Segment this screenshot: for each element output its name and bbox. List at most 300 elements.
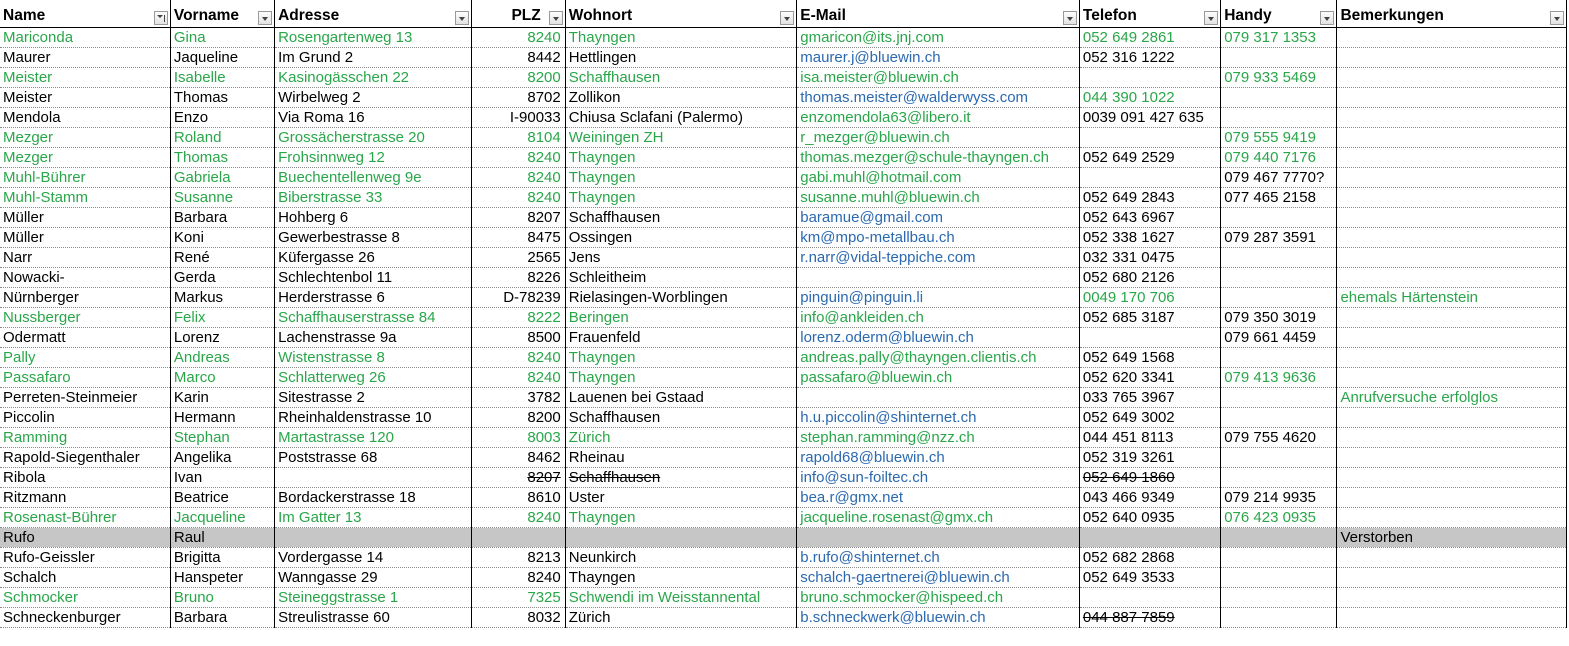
cell-vorname[interactable]: Stephan <box>170 428 274 448</box>
cell-plz[interactable]: 8462 <box>471 448 565 468</box>
cell-bemerkungen[interactable] <box>1337 248 1567 268</box>
cell-email[interactable]: gabi.muhl@hotmail.com <box>797 168 1080 188</box>
cell-name[interactable]: Rosenast-Bührer <box>0 508 170 528</box>
cell-wohnort[interactable]: Frauenfeld <box>565 328 797 348</box>
cell-adresse[interactable]: Rosengartenweg 13 <box>275 28 471 48</box>
cell-handy[interactable] <box>1221 568 1337 588</box>
cell-wohnort[interactable]: Schaffhausen <box>565 68 797 88</box>
cell-bemerkungen[interactable] <box>1337 168 1567 188</box>
cell-vorname[interactable]: Gabriela <box>170 168 274 188</box>
cell-vorname[interactable]: Brigitta <box>170 548 274 568</box>
cell-name[interactable]: Nürnberger <box>0 288 170 308</box>
cell-email[interactable] <box>797 528 1080 548</box>
cell-adresse[interactable]: Via Roma 16 <box>275 108 471 128</box>
cell-handy[interactable] <box>1221 548 1337 568</box>
cell-bemerkungen[interactable] <box>1337 328 1567 348</box>
cell-name[interactable]: Rapold-Siegenthaler <box>0 448 170 468</box>
cell-bemerkungen[interactable] <box>1337 588 1567 608</box>
cell-email[interactable]: thomas.meister@walderwyss.com <box>797 88 1080 108</box>
table-row <box>0 208 1567 228</box>
cell-adresse[interactable]: Streulistrasse 60 <box>275 608 471 628</box>
cell-telefon[interactable]: 052 649 1568 <box>1079 348 1220 368</box>
cell-vorname[interactable]: Koni <box>170 228 274 248</box>
cell-wohnort[interactable]: Thayngen <box>565 168 797 188</box>
table-row <box>0 108 1567 128</box>
cell-bemerkungen[interactable] <box>1337 568 1567 588</box>
header-telefon: Telefon <box>1079 2 1220 28</box>
cell-bemerkungen[interactable] <box>1337 108 1567 128</box>
cell-handy[interactable]: 079 755 4620 <box>1221 428 1337 448</box>
cell-wohnort[interactable]: Thayngen <box>565 28 797 48</box>
cell-email[interactable]: jacqueline.rosenast@gmx.ch <box>797 508 1080 528</box>
cell-adresse[interactable]: Biberstrasse 33 <box>275 188 471 208</box>
cell-name[interactable]: Ramming <box>0 428 170 448</box>
cell-adresse[interactable]: Vordergasse 14 <box>275 548 471 568</box>
cell-vorname[interactable]: Barbara <box>170 608 274 628</box>
cell-plz[interactable]: D-78239 <box>471 288 565 308</box>
cell-email[interactable] <box>797 268 1080 288</box>
cell-vorname[interactable]: Lorenz <box>170 328 274 348</box>
cell-name[interactable]: Meister <box>0 68 170 88</box>
cell-telefon[interactable]: 052 649 2529 <box>1079 148 1220 168</box>
filter-dropdown-icon[interactable] <box>258 11 272 25</box>
cell-name[interactable]: Maurer <box>0 48 170 68</box>
cell-name[interactable]: Muhl-Stamm <box>0 188 170 208</box>
cell-adresse[interactable]: Im Grund 2 <box>275 48 471 68</box>
cell-handy[interactable]: 079 350 3019 <box>1221 308 1337 328</box>
sort-filter-dropdown-icon[interactable] <box>154 11 168 25</box>
cell-name[interactable]: Schmocker <box>0 588 170 608</box>
cell-wohnort[interactable]: Schaffhausen <box>565 408 797 428</box>
cell-plz[interactable]: 8207 <box>471 468 565 488</box>
cell-plz[interactable]: 8240 <box>471 28 565 48</box>
cell-bemerkungen[interactable] <box>1337 428 1567 448</box>
cell-handy[interactable] <box>1221 108 1337 128</box>
cell-handy[interactable]: 079 214 9935 <box>1221 488 1337 508</box>
cell-bemerkungen[interactable] <box>1337 308 1567 328</box>
cell-handy[interactable]: 079 555 9419 <box>1221 128 1337 148</box>
cell-adresse[interactable]: Martastrasse 120 <box>275 428 471 448</box>
table-row <box>0 28 1567 48</box>
cell-plz[interactable] <box>471 528 565 548</box>
cell-adresse[interactable]: Wanngasse 29 <box>275 568 471 588</box>
cell-bemerkungen[interactable] <box>1337 228 1567 248</box>
cell-adresse[interactable]: Gewerbestrasse 8 <box>275 228 471 248</box>
cell-handy[interactable]: 079 661 4459 <box>1221 328 1337 348</box>
cell-wohnort[interactable]: Zollikon <box>565 88 797 108</box>
header-vorname: Vorname <box>170 2 274 28</box>
cell-vorname[interactable]: Jacqueline <box>170 508 274 528</box>
cell-email[interactable]: info@ankleiden.ch <box>797 308 1080 328</box>
cell-plz[interactable]: 8240 <box>471 508 565 528</box>
cell-vorname[interactable]: Gina <box>170 28 274 48</box>
cell-bemerkungen[interactable] <box>1337 128 1567 148</box>
cell-vorname[interactable]: René <box>170 248 274 268</box>
cell-plz[interactable]: 8222 <box>471 308 565 328</box>
cell-adresse[interactable]: Wirbelweg 2 <box>275 88 471 108</box>
cell-adresse[interactable]: Schlatterweg 26 <box>275 368 471 388</box>
cell-plz[interactable]: 8200 <box>471 408 565 428</box>
cell-name[interactable]: Rufo <box>0 528 170 548</box>
filter-dropdown-icon[interactable] <box>780 11 794 25</box>
cell-bemerkungen[interactable]: Verstorben <box>1337 528 1567 548</box>
cell-email[interactable]: pinguin@pinguin.li <box>797 288 1080 308</box>
cell-vorname[interactable]: Susanne <box>170 188 274 208</box>
cell-telefon[interactable]: 052 685 3187 <box>1079 308 1220 328</box>
cell-name[interactable]: Müller <box>0 208 170 228</box>
cell-name[interactable]: Mariconda <box>0 28 170 48</box>
cell-telefon[interactable]: 044 390 1022 <box>1079 88 1220 108</box>
cell-email[interactable]: gmaricon@its.jnj.com <box>797 28 1080 48</box>
cell-email[interactable]: thomas.mezger@schule-thayngen.ch <box>797 148 1080 168</box>
cell-handy[interactable]: 079 287 3591 <box>1221 228 1337 248</box>
filter-dropdown-icon[interactable] <box>1204 11 1218 25</box>
cell-adresse[interactable]: Bordackerstrasse 18 <box>275 488 471 508</box>
cell-telefon[interactable]: 052 640 0935 <box>1079 508 1220 528</box>
header-adresse: Adresse <box>275 2 471 28</box>
cell-email[interactable]: h.u.piccolin@shinternet.ch <box>797 408 1080 428</box>
cell-handy[interactable] <box>1221 88 1337 108</box>
cell-wohnort[interactable]: Schleitheim <box>565 268 797 288</box>
cell-wohnort[interactable]: Schaffhausen <box>565 208 797 228</box>
cell-handy[interactable] <box>1221 448 1337 468</box>
cell-vorname[interactable]: Felix <box>170 308 274 328</box>
cell-name[interactable]: Narr <box>0 248 170 268</box>
table-row <box>0 308 1567 328</box>
cell-telefon[interactable]: 052 643 6967 <box>1079 208 1220 228</box>
cell-vorname[interactable]: Barbara <box>170 208 274 228</box>
cell-vorname[interactable]: Thomas <box>170 88 274 108</box>
cell-name[interactable]: Müller <box>0 228 170 248</box>
cell-adresse[interactable]: Küfergasse 26 <box>275 248 471 268</box>
cell-plz[interactable]: 8240 <box>471 188 565 208</box>
cell-telefon[interactable]: 052 316 1222 <box>1079 48 1220 68</box>
cell-email[interactable]: r_mezger@bluewin.ch <box>797 128 1080 148</box>
cell-bemerkungen[interactable]: Anrufversuche erfolglos <box>1337 388 1567 408</box>
cell-email[interactable]: stephan.ramming@nzz.ch <box>797 428 1080 448</box>
cell-handy[interactable]: 079 317 1353 <box>1221 28 1337 48</box>
cell-handy[interactable] <box>1221 348 1337 368</box>
cell-wohnort[interactable]: Schaffhausen <box>565 468 797 488</box>
cell-plz[interactable]: 8475 <box>471 228 565 248</box>
cell-email[interactable]: bruno.schmocker@hispeed.ch <box>797 588 1080 608</box>
cell-bemerkungen[interactable] <box>1337 468 1567 488</box>
header-handy: Handy <box>1221 2 1337 28</box>
cell-wohnort[interactable]: Jens <box>565 248 797 268</box>
cell-telefon[interactable]: 052 680 2126 <box>1079 268 1220 288</box>
cell-telefon[interactable]: 033 765 3967 <box>1079 388 1220 408</box>
cell-adresse[interactable]: Hohberg 6 <box>275 208 471 228</box>
cell-vorname[interactable]: Beatrice <box>170 488 274 508</box>
cell-email[interactable]: enzomendola63@libero.it <box>797 108 1080 128</box>
cell-plz[interactable]: 8702 <box>471 88 565 108</box>
cell-plz[interactable]: 8500 <box>471 328 565 348</box>
cell-bemerkungen[interactable] <box>1337 348 1567 368</box>
cell-vorname[interactable]: Enzo <box>170 108 274 128</box>
cell-email[interactable]: b.rufo@shinternet.ch <box>797 548 1080 568</box>
cell-handy[interactable] <box>1221 528 1337 548</box>
cell-telefon[interactable]: 052 319 3261 <box>1079 448 1220 468</box>
cell-plz[interactable]: 8240 <box>471 568 565 588</box>
cell-wohnort[interactable]: Weiningen ZH <box>565 128 797 148</box>
table-row <box>0 88 1567 108</box>
cell-telefon[interactable] <box>1079 168 1220 188</box>
cell-name[interactable]: Pally <box>0 348 170 368</box>
table-row <box>0 268 1567 288</box>
cell-wohnort[interactable]: Thayngen <box>565 368 797 388</box>
cell-wohnort[interactable]: Chiusa Sclafani (Palermo) <box>565 108 797 128</box>
cell-adresse[interactable]: Buechentellenweg 9e <box>275 168 471 188</box>
cell-telefon[interactable]: 052 649 3533 <box>1079 568 1220 588</box>
cell-bemerkungen[interactable] <box>1337 608 1567 628</box>
table-row <box>0 528 1567 548</box>
cell-wohnort[interactable]: Thayngen <box>565 348 797 368</box>
cell-wohnort[interactable]: Thayngen <box>565 188 797 208</box>
table-row <box>0 548 1567 568</box>
cell-telefon[interactable] <box>1079 68 1220 88</box>
cell-vorname[interactable]: Roland <box>170 128 274 148</box>
cell-adresse[interactable]: Lachenstrasse 9a <box>275 328 471 348</box>
cell-adresse[interactable]: Frohsinnweg 12 <box>275 148 471 168</box>
cell-handy[interactable] <box>1221 248 1337 268</box>
cell-telefon[interactable]: 0039 091 427 635 <box>1079 108 1220 128</box>
cell-adresse[interactable]: Poststrasse 68 <box>275 448 471 468</box>
cell-bemerkungen[interactable] <box>1337 28 1567 48</box>
cell-wohnort[interactable]: Neunkirch <box>565 548 797 568</box>
cell-handy[interactable] <box>1221 268 1337 288</box>
cell-name[interactable]: Passafaro <box>0 368 170 388</box>
cell-handy[interactable]: 079 467 7770? <box>1221 168 1337 188</box>
cell-bemerkungen[interactable] <box>1337 88 1567 108</box>
cell-telefon[interactable]: 052 682 2868 <box>1079 548 1220 568</box>
cell-adresse[interactable]: Rheinhaldenstrasse 10 <box>275 408 471 428</box>
cell-vorname[interactable]: Gerda <box>170 268 274 288</box>
filter-dropdown-icon[interactable] <box>1550 11 1564 25</box>
cell-plz[interactable]: 3782 <box>471 388 565 408</box>
cell-adresse[interactable]: Kasinogässchen 22 <box>275 68 471 88</box>
cell-bemerkungen[interactable] <box>1337 188 1567 208</box>
cell-name[interactable]: Perreten-Steinmeier <box>0 388 170 408</box>
cell-handy[interactable]: 079 933 5469 <box>1221 68 1337 88</box>
cell-vorname[interactable]: Karin <box>170 388 274 408</box>
cell-vorname[interactable]: Thomas <box>170 148 274 168</box>
cell-name[interactable]: Mezger <box>0 148 170 168</box>
cell-adresse[interactable] <box>275 528 471 548</box>
filter-dropdown-icon[interactable] <box>549 11 563 25</box>
cell-vorname[interactable]: Bruno <box>170 588 274 608</box>
cell-plz[interactable]: 7325 <box>471 588 565 608</box>
cell-telefon[interactable]: 032 331 0475 <box>1079 248 1220 268</box>
cell-telefon[interactable]: 052 649 1860 <box>1079 468 1220 488</box>
cell-vorname[interactable]: Hermann <box>170 408 274 428</box>
header-email: E-Mail <box>797 2 1080 28</box>
table-row <box>0 148 1567 168</box>
cell-bemerkungen[interactable] <box>1337 148 1567 168</box>
cell-handy[interactable] <box>1221 48 1337 68</box>
cell-telefon[interactable]: 052 649 2843 <box>1079 188 1220 208</box>
cell-wohnort[interactable]: Beringen <box>565 308 797 328</box>
cell-telefon[interactable]: 043 466 9349 <box>1079 488 1220 508</box>
cell-adresse[interactable]: Herderstrasse 6 <box>275 288 471 308</box>
cell-wohnort[interactable]: Zürich <box>565 428 797 448</box>
cell-name[interactable]: Nowacki- <box>0 268 170 288</box>
cell-wohnort[interactable]: Thayngen <box>565 568 797 588</box>
cell-bemerkungen[interactable] <box>1337 268 1567 288</box>
cell-vorname[interactable]: Angelika <box>170 448 274 468</box>
cell-plz[interactable]: 8207 <box>471 208 565 228</box>
cell-adresse[interactable]: Schlechtenbol 11 <box>275 268 471 288</box>
cell-plz[interactable]: 8240 <box>471 368 565 388</box>
cell-bemerkungen[interactable] <box>1337 408 1567 428</box>
cell-telefon[interactable]: 0049 170 706 <box>1079 288 1220 308</box>
table-row <box>0 248 1567 268</box>
cell-vorname[interactable]: Markus <box>170 288 274 308</box>
cell-wohnort[interactable]: Schwendi im Weisstannental <box>565 588 797 608</box>
cell-name[interactable]: Piccolin <box>0 408 170 428</box>
cell-email[interactable]: km@mpo-metallbau.ch <box>797 228 1080 248</box>
cell-bemerkungen[interactable] <box>1337 508 1567 528</box>
cell-vorname[interactable]: Isabelle <box>170 68 274 88</box>
table-row <box>0 428 1567 448</box>
cell-handy[interactable] <box>1221 468 1337 488</box>
filter-dropdown-icon[interactable] <box>1320 11 1334 25</box>
cell-handy[interactable] <box>1221 588 1337 608</box>
cell-email[interactable]: rapold68@bluewin.ch <box>797 448 1080 468</box>
cell-vorname[interactable]: Hanspeter <box>170 568 274 588</box>
cell-handy[interactable] <box>1221 388 1337 408</box>
cell-email[interactable]: andreas.pally@thayngen.clientis.ch <box>797 348 1080 368</box>
cell-name[interactable]: Meister <box>0 88 170 108</box>
cell-telefon[interactable] <box>1079 588 1220 608</box>
cell-name[interactable]: Schalch <box>0 568 170 588</box>
cell-email[interactable]: susanne.muhl@bluewin.ch <box>797 188 1080 208</box>
cell-email[interactable]: isa.meister@bluewin.ch <box>797 68 1080 88</box>
cell-handy[interactable] <box>1221 288 1337 308</box>
filter-dropdown-icon[interactable] <box>455 11 469 25</box>
cell-email[interactable]: lorenz.oderm@bluewin.ch <box>797 328 1080 348</box>
cell-wohnort[interactable]: Uster <box>565 488 797 508</box>
cell-wohnort[interactable]: Zürich <box>565 608 797 628</box>
cell-adresse[interactable] <box>275 468 471 488</box>
cell-adresse[interactable]: Wistenstrasse 8 <box>275 348 471 368</box>
cell-adresse[interactable]: Grossächerstrasse 20 <box>275 128 471 148</box>
cell-bemerkungen[interactable] <box>1337 48 1567 68</box>
cell-plz[interactable]: 8240 <box>471 148 565 168</box>
cell-bemerkungen[interactable] <box>1337 488 1567 508</box>
cell-wohnort[interactable]: Thayngen <box>565 148 797 168</box>
cell-handy[interactable]: 079 440 7176 <box>1221 148 1337 168</box>
cell-adresse[interactable]: Schaffhauserstrasse 84 <box>275 308 471 328</box>
table-row <box>0 588 1567 608</box>
cell-email[interactable]: info@sun-foiltec.ch <box>797 468 1080 488</box>
cell-plz[interactable]: 8200 <box>471 68 565 88</box>
cell-name[interactable]: Mezger <box>0 128 170 148</box>
cell-vorname[interactable]: Andreas <box>170 348 274 368</box>
cell-email[interactable]: passafaro@bluewin.ch <box>797 368 1080 388</box>
cell-name[interactable]: Ribola <box>0 468 170 488</box>
cell-telefon[interactable] <box>1079 128 1220 148</box>
header-row <box>0 2 1567 28</box>
cell-email[interactable]: bea.r@gmx.net <box>797 488 1080 508</box>
cell-plz[interactable]: 8240 <box>471 348 565 368</box>
cell-handy[interactable] <box>1221 208 1337 228</box>
table-row <box>0 448 1567 468</box>
cell-email[interactable]: baramue@gmail.com <box>797 208 1080 228</box>
cell-plz[interactable]: 8610 <box>471 488 565 508</box>
cell-wohnort[interactable]: Hettlingen <box>565 48 797 68</box>
cell-vorname[interactable]: Raul <box>170 528 274 548</box>
cell-vorname[interactable]: Jaqueline <box>170 48 274 68</box>
cell-bemerkungen[interactable] <box>1337 68 1567 88</box>
cell-telefon[interactable]: 052 620 3341 <box>1079 368 1220 388</box>
cell-adresse[interactable]: Steineggstrasse 1 <box>275 588 471 608</box>
cell-handy[interactable]: 076 423 0935 <box>1221 508 1337 528</box>
cell-vorname[interactable]: Marco <box>170 368 274 388</box>
cell-email[interactable]: b.schneckwerk@bluewin.ch <box>797 608 1080 628</box>
cell-plz[interactable]: 8032 <box>471 608 565 628</box>
table-row <box>0 228 1567 248</box>
cell-telefon[interactable]: 044 451 8113 <box>1079 428 1220 448</box>
cell-plz[interactable]: 8226 <box>471 268 565 288</box>
cell-plz[interactable]: I-90033 <box>471 108 565 128</box>
filter-dropdown-icon[interactable] <box>1063 11 1077 25</box>
cell-adresse[interactable]: Im Gatter 13 <box>275 508 471 528</box>
cell-name[interactable]: Nussberger <box>0 308 170 328</box>
cell-telefon[interactable]: 052 649 3002 <box>1079 408 1220 428</box>
cell-telefon[interactable]: 052 338 1627 <box>1079 228 1220 248</box>
cell-telefon[interactable]: 044 887 7859 <box>1079 608 1220 628</box>
cell-telefon[interactable]: 052 649 2861 <box>1079 28 1220 48</box>
cell-bemerkungen[interactable] <box>1337 448 1567 468</box>
cell-wohnort[interactable]: Rheinau <box>565 448 797 468</box>
cell-wohnort[interactable]: Rielasingen-Worblingen <box>565 288 797 308</box>
cell-wohnort[interactable]: Lauenen bei Gstaad <box>565 388 797 408</box>
cell-bemerkungen[interactable] <box>1337 208 1567 228</box>
cell-telefon[interactable] <box>1079 528 1220 548</box>
cell-plz[interactable]: 8240 <box>471 168 565 188</box>
cell-plz[interactable]: 8003 <box>471 428 565 448</box>
cell-email[interactable]: schalch-gaertnerei@bluewin.ch <box>797 568 1080 588</box>
cell-name[interactable]: Odermatt <box>0 328 170 348</box>
cell-name[interactable]: Rufo-Geissler <box>0 548 170 568</box>
cell-bemerkungen[interactable] <box>1337 548 1567 568</box>
cell-wohnort[interactable] <box>565 528 797 548</box>
cell-plz[interactable]: 2565 <box>471 248 565 268</box>
cell-name[interactable]: Muhl-Bührer <box>0 168 170 188</box>
cell-email[interactable]: r.narr@vidal-teppiche.com <box>797 248 1080 268</box>
cell-name[interactable]: Mendola <box>0 108 170 128</box>
cell-name[interactable]: Schneckenburger <box>0 608 170 628</box>
cell-bemerkungen[interactable]: ehemals Härtenstein <box>1337 288 1567 308</box>
cell-adresse[interactable]: Sitestrasse 2 <box>275 388 471 408</box>
cell-plz[interactable]: 8442 <box>471 48 565 68</box>
cell-telefon[interactable] <box>1079 328 1220 348</box>
cell-handy[interactable] <box>1221 608 1337 628</box>
cell-handy[interactable]: 077 465 2158 <box>1221 188 1337 208</box>
cell-bemerkungen[interactable] <box>1337 368 1567 388</box>
cell-wohnort[interactable]: Ossingen <box>565 228 797 248</box>
cell-wohnort[interactable]: Thayngen <box>565 508 797 528</box>
cell-email[interactable]: maurer.j@bluewin.ch <box>797 48 1080 68</box>
cell-plz[interactable]: 8104 <box>471 128 565 148</box>
table-row <box>0 488 1567 508</box>
cell-vorname[interactable]: Ivan <box>170 468 274 488</box>
cell-email[interactable] <box>797 388 1080 408</box>
cell-name[interactable]: Ritzmann <box>0 488 170 508</box>
cell-handy[interactable]: 079 413 9636 <box>1221 368 1337 388</box>
cell-plz[interactable]: 8213 <box>471 548 565 568</box>
cell-handy[interactable] <box>1221 408 1337 428</box>
